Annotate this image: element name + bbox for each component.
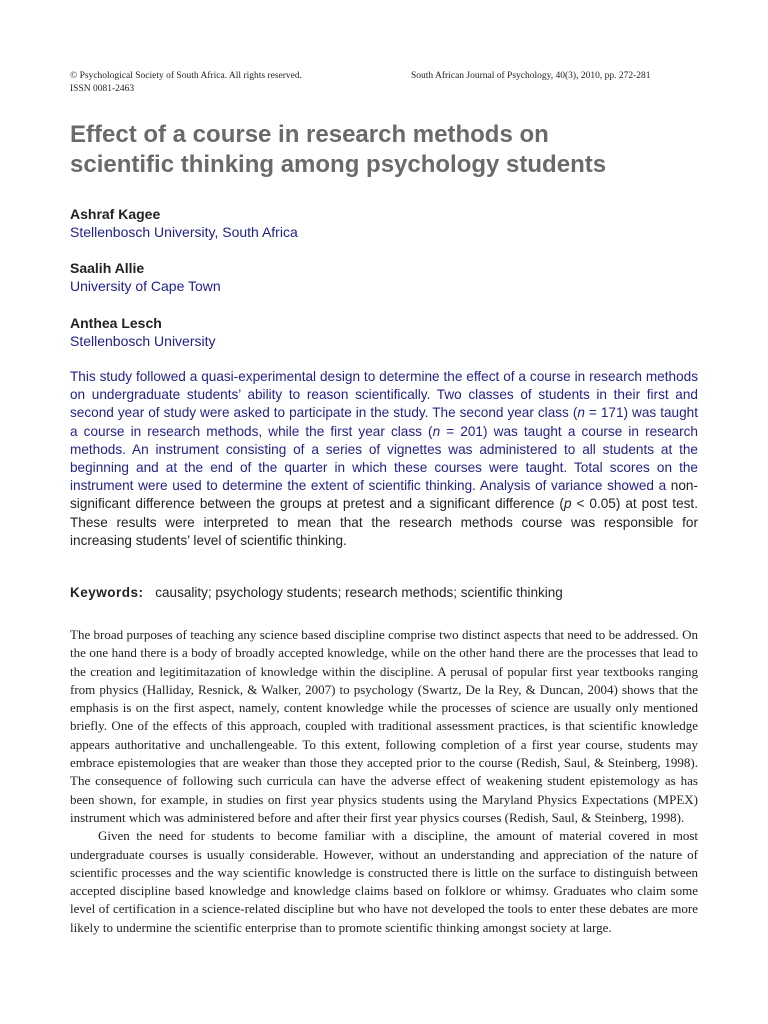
author-affiliation: University of Cape Town <box>70 278 221 294</box>
abstract-text: = 201) was taught a course in research methods. An instrument consisting of a series of vignettes was administered to all students at the beginning and at the end of the quarter in which these courses were taught. Total scores on the instrument were used to determine the extent of scientific thinking. Analysis of variance showed a <box>70 423 698 494</box>
author-block <box>70 314 216 350</box>
article-title <box>70 120 710 180</box>
running-header <box>70 70 698 98</box>
title-line-1: Effect of a course in research methods on <box>70 121 549 148</box>
issn: ISSN 0081-2463 <box>70 84 135 94</box>
header-left <box>70 70 302 96</box>
body-paragraph: Given the need for students to become familiar with a discipline, the amount of material covered in most undergraduate courses is usually considerable. However, without an understanding and appreciation of the nature of scientific processes and the way scientific knowledge is constructed there is little on the surface to distinguish between accepted discipline based knowledge and knowledge claims based on folklore or whimsy. Graduates who claim some level of certification in a science-related discipline but who have not developed the tools to enter these debates are more likely to undermine the scientific enterprise than to promote scientific thinking amongst society at large. <box>70 828 698 935</box>
p-value-var: p <box>563 496 572 512</box>
keywords-label: Keywords: <box>70 585 144 600</box>
abstract <box>70 368 698 550</box>
author-block <box>70 259 221 295</box>
keywords-list: causality; psychology students; research methods; scientific thinking <box>155 585 563 600</box>
author-name: Anthea Lesch <box>70 315 162 331</box>
author-affiliation: Stellenbosch University, South Africa <box>70 224 298 240</box>
title-line-2: scientific thinking among psychology students <box>70 151 607 178</box>
abstract-text: non-significant difference between the groups at pretest and a significant difference ( <box>70 478 698 512</box>
author-name: Saalih Allie <box>70 260 145 276</box>
body-paragraph: The broad purposes of teaching any science based discipline comprise two distinct aspects that need to be addressed. On the one hand there is a body of broadly accepted knowledge, while on the other hand there are the processes that lead to the creation and legitimitazation of knowledge within the discipline. A perusal of popular first year textbooks ranging from physics (Halliday, Resnick, & Walker, 2007) to psychology (Swartz, De la Rey, & Duncan, 2004) shows that the emphasis is on the first aspect, namely, content knowledge while the processes of science are usually only mentioned briefly. One of the effects of this approach, coupled with traditional assessment practices, is that scientific knowledge appears authoritative and unchallengeable. To this extent, following completion of a first year course, students may embrace epistemologies that are weaker than those they accepted prior to the course (Redish, Saul, & Steinberg, 1998). The consequence of following such curricula can have the adverse effect of weakening student epistemology as has been shown, for example, in studies on first year physics students using the Maryland Physics Expectations (MPEX) instrument which was administered before and after their first year physics courses (Redish, Saul, & Steinberg, 1998). <box>70 627 698 825</box>
abstract-text: = 171) was taught a course in research methods, while the first year class ( <box>70 405 698 439</box>
journal-citation: South African Journal of Psychology, 40(3), 2010, pp. 272-281 <box>411 71 651 81</box>
author-name: Ashraf Kagee <box>70 206 161 222</box>
author-affiliation: Stellenbosch University <box>70 333 216 349</box>
sample-size-var: n <box>432 423 441 439</box>
sample-size-var: n <box>577 405 585 421</box>
abstract-text: < 0.05) at post test. These results were interpreted to mean that the research methods course was responsible for increasing students’ level of scientific thinking. <box>70 496 698 548</box>
body-text <box>70 626 698 937</box>
copyright-notice: © Psychological Society of South Africa. All rights reserved. <box>70 71 303 81</box>
keywords <box>70 585 710 600</box>
abstract-text: This study followed a quasi-experimental design to determine the effect of a course in research methods on undergraduate students’ ability to reason scientifically. Two classes of students in their first and second year of study were asked to participate in the study. The second year class ( <box>70 369 698 421</box>
author-block <box>70 205 298 241</box>
